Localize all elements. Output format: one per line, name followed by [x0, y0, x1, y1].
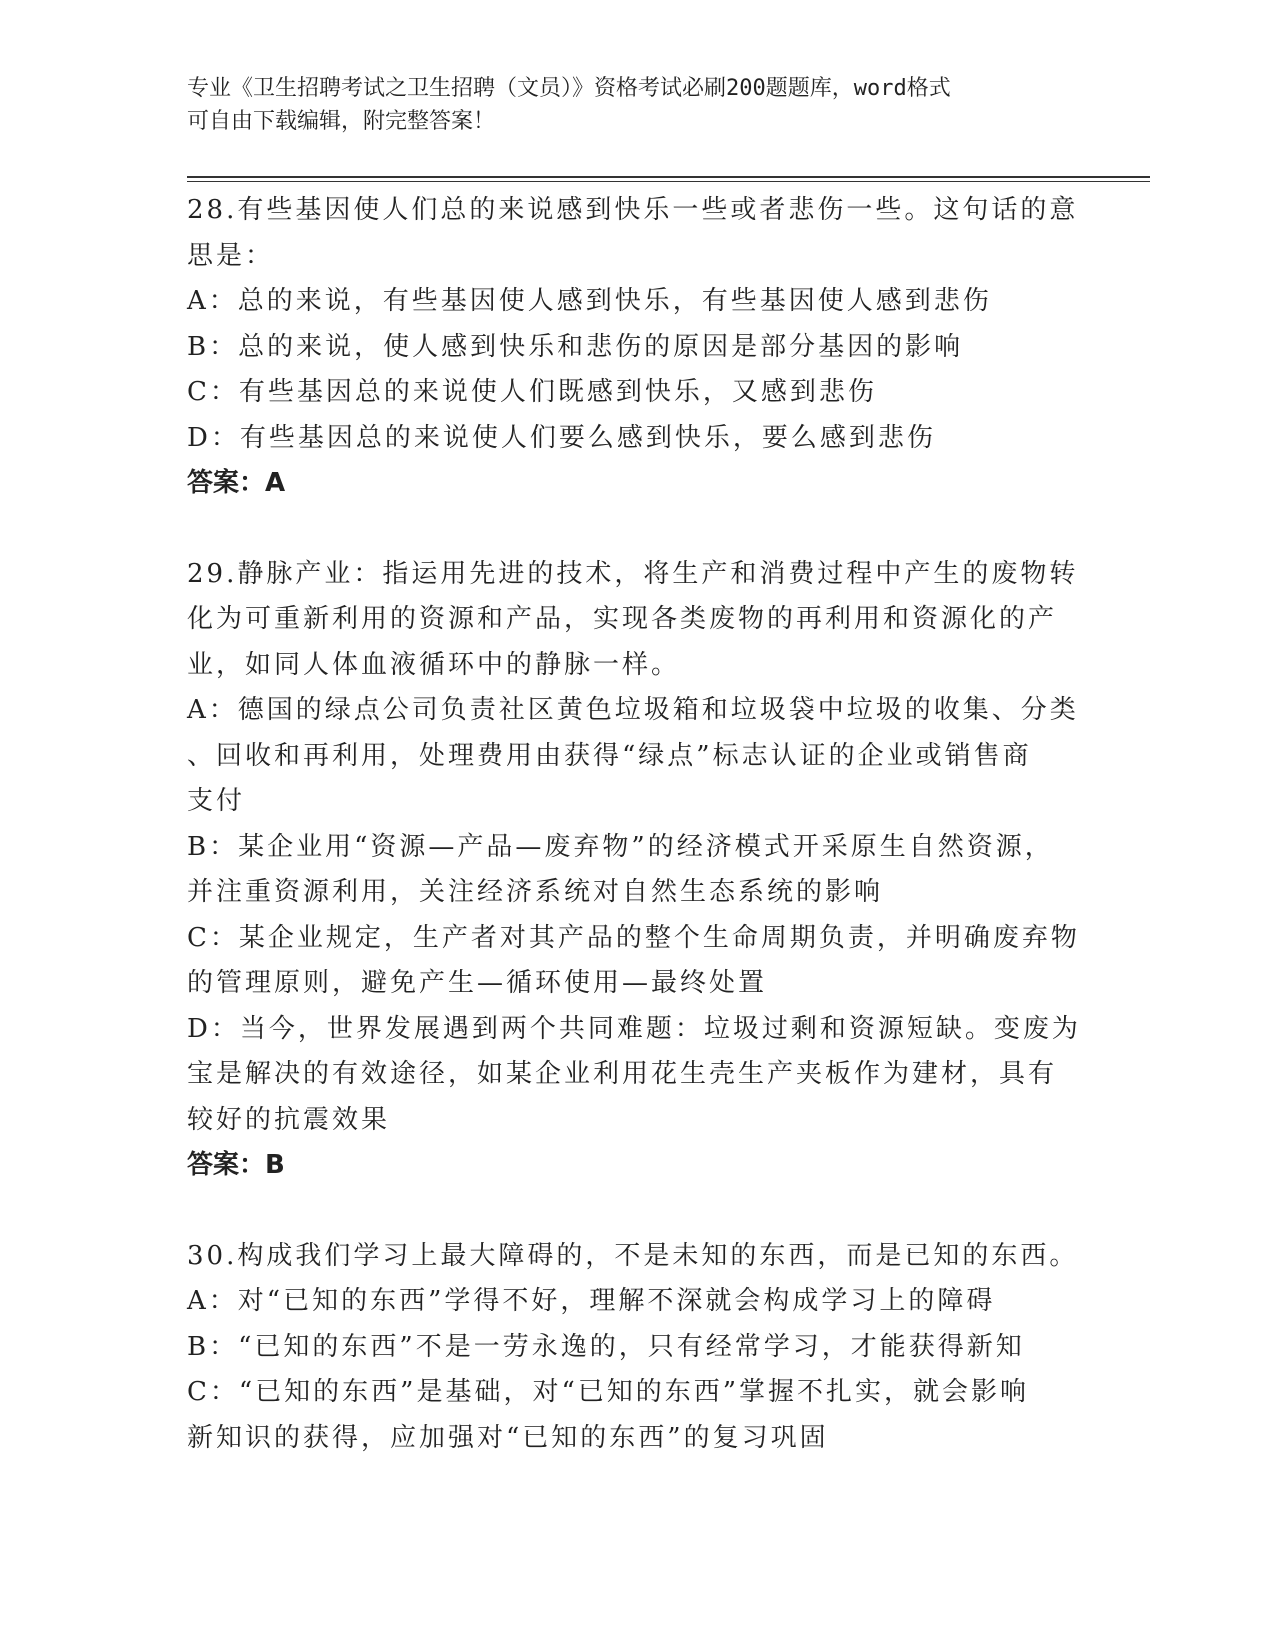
answer-line: 答案：A: [187, 468, 286, 498]
question-stem-line: 29.静脉产业：指运用先进的技术，将生产和消费过程中产生的废物转: [187, 558, 1079, 589]
question-text-line: D：有些基因总的来说使人们要么感到快乐，要么感到悲伤: [187, 422, 936, 453]
question-text-line: 宝是解决的有效途径，如某企业利用花生壳生产夹板作为建材，具有: [187, 1059, 1058, 1089]
answer-line: 答案：B: [187, 1150, 285, 1180]
question-stem-line: 28.有些基因使人们总的来说感到快乐一些或者悲伤一些。这句话的意: [187, 195, 1079, 225]
question-text-line: 的管理原则，避免产生—循环使用—最终处置: [187, 968, 768, 998]
question-text-line: B：总的来说，使人感到快乐和悲伤的原因是部分基因的影响: [187, 331, 964, 362]
question-text-line: C：某企业规定，生产者对其产品的整个生命周期负责，并明确废弃物: [187, 922, 1080, 953]
question-text-line: D：当今，世界发展遇到两个共同难题：垃圾过剩和资源短缺。变废为: [187, 1013, 1081, 1044]
question-block: [187, 188, 1077, 507]
question-stem-line: 30.构成我们学习上最大障碍的，不是未知的东西，而是已知的东西。: [187, 1240, 1079, 1271]
question-text-line: 化为可重新利用的资源和产品，实现各类废物的再利用和资源化的产: [187, 604, 1058, 634]
question-text-line: 新知识的获得，应加强对“已知的东西”的复习巩固: [187, 1422, 829, 1453]
question-block: [187, 552, 1081, 1189]
question-text-line: 业，如同人体血液循环中的静脉一样。: [187, 649, 681, 680]
header-line: 可自由下载编辑，附完整答案！: [187, 109, 496, 134]
question-text-line: A：总的来说，有些基因使人感到快乐，有些基因使人感到悲伤: [187, 286, 992, 316]
header-line: 专业《卫生招聘考试之卫生招聘（文员）》资格考试必刷200题题库，word格式: [187, 76, 951, 101]
question-text-line: C：有些基因总的来说使人们既感到快乐，又感到悲伤: [187, 377, 877, 407]
question-text-line: C：“已知的东西”是基础，对“已知的东西”掌握不扎实，就会影响: [187, 1377, 1030, 1407]
question-text-line: B：“已知的东西”不是一劳永逸的，只有经常学习，才能获得新知: [187, 1331, 1025, 1362]
question-text-line: 思是：: [187, 240, 275, 271]
question-text-line: 、回收和再利用，处理费用由获得“绿点”标志认证的企业或销售商: [187, 740, 1032, 771]
question-text-line: B：某企业用“资源—产品—废弃物”的经济模式开采原生自然资源，: [187, 831, 1054, 862]
question-text-line: 较好的抗震效果: [187, 1104, 391, 1135]
question-list: [187, 188, 1081, 1506]
page-header: [187, 72, 1067, 138]
question-text-line: 支付: [187, 786, 246, 816]
question-text-line: A：对“已知的东西”学得不好，理解不深就会构成学习上的障碍: [187, 1286, 996, 1316]
header-divider-thin: [187, 181, 1150, 182]
header-divider-thick: [187, 176, 1150, 178]
question-text-line: A：德国的绿点公司负责社区黄色垃圾箱和垃圾袋中垃圾的收集、分类: [187, 695, 1079, 725]
question-block: [187, 1234, 1077, 1462]
question-text-line: 并注重资源利用，关注经济系统对自然生态系统的影响: [187, 877, 884, 907]
